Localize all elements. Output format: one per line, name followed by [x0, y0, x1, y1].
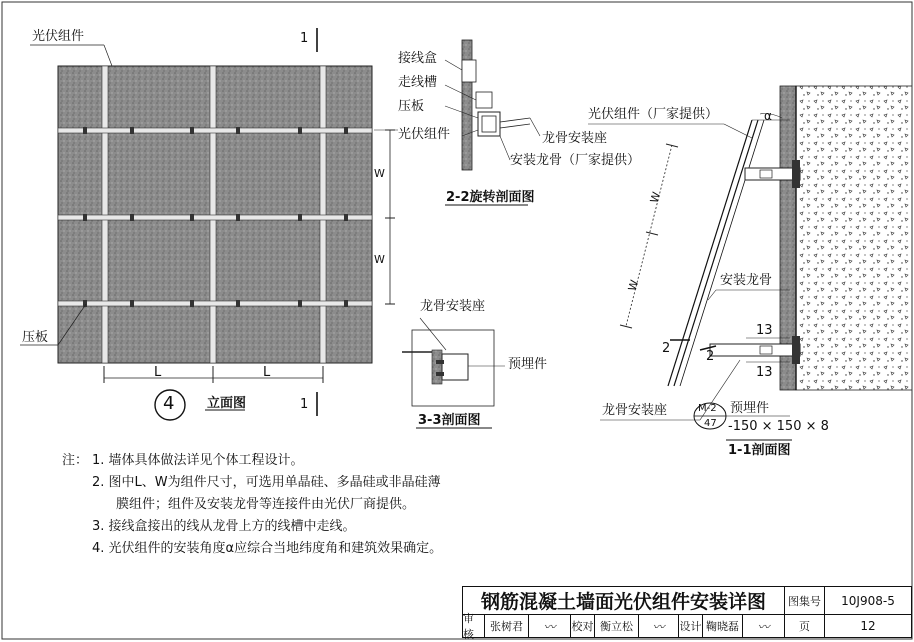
section-mark-bottom: 1: [300, 397, 309, 412]
atlas-label: 图集号: [785, 587, 825, 615]
page-number: 12: [860, 619, 876, 633]
note-item-2-cont: 膜组件；组件及安装龙骨等连接件由光伏厂商提供。: [116, 497, 416, 512]
s11-dim-w-2: W: [625, 278, 642, 293]
section-3-3-drawing: [402, 318, 505, 428]
elevation-panel-grid: [20, 28, 398, 420]
design-signature: 〰: [743, 615, 785, 637]
s11-title: 1-1剖面图: [728, 443, 791, 458]
s11-ref-top: M-2: [698, 403, 717, 414]
s11-module: 光伏组件（厂家提供）: [588, 107, 719, 122]
notes-list: [92, 450, 442, 560]
s22-junction-box: 接线盒: [398, 51, 438, 66]
note-item-4: 4. 光伏组件的安装角度α应综合当地纬度角和建筑效果确定。: [92, 541, 443, 556]
s22-title: 2-2旋转剖面图: [446, 190, 535, 205]
design-label: 设计: [679, 615, 703, 637]
s11-dim-13-a: 13: [756, 323, 773, 338]
check-label: 校对: [571, 615, 595, 637]
s11-dim-w-1: W: [647, 190, 664, 205]
review-signature: 〰: [529, 615, 571, 637]
s33-keel-seat: 龙骨安装座: [420, 299, 486, 314]
check-name: 衡立松: [595, 615, 639, 637]
section-1-1-drawing: [588, 86, 912, 440]
page-label: 页: [785, 615, 825, 637]
note-item-2: 2. 图中L、W为组件尺寸，可选用单晶硅、多晶硅或非晶硅薄: [92, 475, 441, 490]
design-name: 鞠晓磊: [703, 615, 743, 637]
note-item-1: 1. 墙体具体做法详见个体工程设计。: [92, 453, 304, 468]
section-2-2-drawing: [445, 40, 540, 205]
notes-block: [62, 450, 88, 472]
s11-dim-13-b: 13: [756, 365, 773, 380]
module-label: 光伏组件: [32, 29, 85, 44]
s11-alpha: α: [764, 109, 772, 123]
s11-embed: 预埋件: [730, 401, 770, 416]
check-signature: 〰: [639, 615, 679, 637]
s11-ref-bottom: 47: [704, 418, 717, 429]
s22-keel: 安装龙骨（厂家提供）: [510, 153, 641, 168]
section-mark-top: 1: [300, 31, 309, 46]
s33-title: 3-3剖面图: [418, 413, 481, 428]
s22-cable-tray: 走线槽: [398, 75, 438, 90]
clamp-label: 压板: [22, 330, 49, 345]
dim-l-1: L: [154, 365, 162, 380]
s11-embed-size: -150 × 150 × 8: [728, 419, 829, 434]
atlas-number: 10J908-5: [825, 587, 911, 615]
detail-number: 4: [163, 393, 175, 414]
dim-w-2: W: [374, 253, 385, 266]
review-label: 审核: [463, 615, 485, 637]
s11-mark-2-a: 2: [662, 341, 671, 356]
review-name: 张树君: [485, 615, 529, 637]
s11-keel-seat: 龙骨安装座: [602, 403, 668, 418]
s11-mark-2-b: 2: [706, 349, 715, 364]
dim-w-1: W: [374, 167, 385, 180]
s22-keel-seat: 龙骨安装座: [542, 131, 608, 146]
notes-prefix: 注：: [62, 453, 89, 468]
s22-clamp: 压板: [398, 99, 425, 114]
dim-l-2: L: [263, 365, 271, 380]
drawing-title: 钢筋混凝土墙面光伏组件安装详图: [463, 587, 785, 615]
title-block: [462, 586, 912, 641]
s33-embed: 预埋件: [508, 357, 548, 372]
s11-keel: 安装龙骨: [720, 273, 773, 288]
s22-module: 光伏组件: [398, 127, 451, 142]
note-item-3: 3. 接线盒接出的线从龙骨上方的线槽中走线。: [92, 519, 356, 534]
elevation-title: 立面图: [207, 396, 247, 411]
